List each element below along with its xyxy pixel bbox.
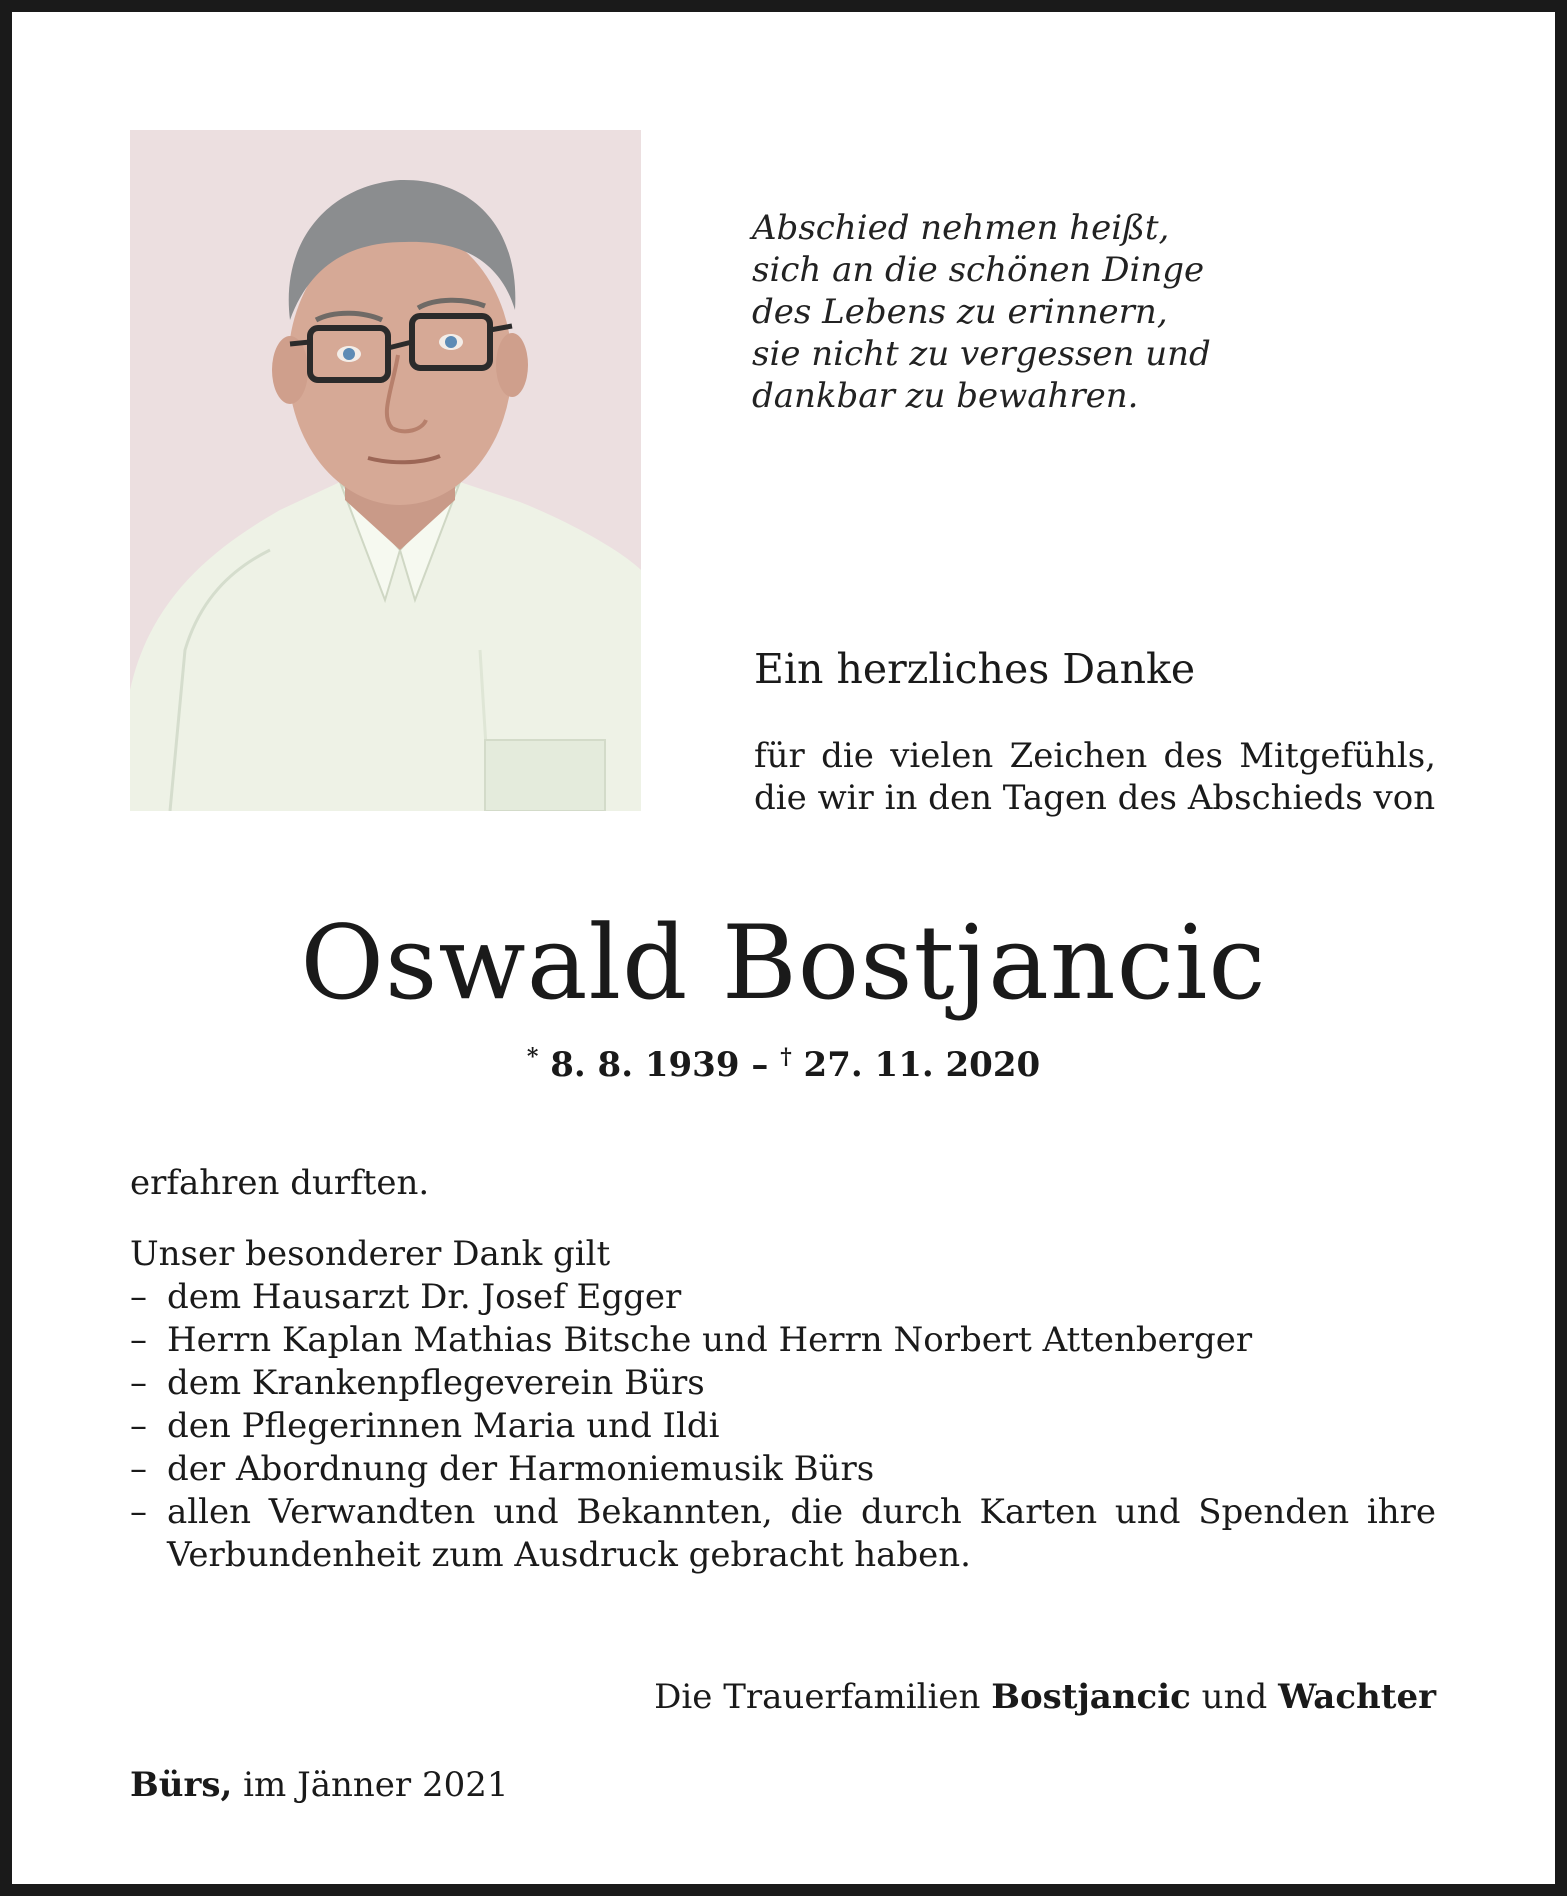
list-item — [130, 1362, 1436, 1405]
list-item — [130, 1448, 1436, 1491]
list-item-text: dem Krankenpflegeverein Bürs — [167, 1363, 705, 1403]
list-item — [130, 1276, 1436, 1319]
family-name-1: Bostjancic — [991, 1677, 1191, 1717]
quote-line: sie nicht zu vergessen und — [752, 334, 1211, 374]
dash-bullet: – — [130, 1406, 147, 1446]
family-name-2: Wachter — [1278, 1677, 1436, 1717]
family-signoff — [130, 1675, 1436, 1719]
quote-line: sich an die schönen Dinge — [752, 250, 1205, 290]
deceased-name: Oswald Bostjancic — [300, 904, 1267, 1023]
place: Bürs, — [130, 1765, 233, 1805]
list-item-text: der Abordnung der Harmoniemusik Bürs — [167, 1449, 875, 1489]
quote-line: dankbar zu bewahren. — [752, 376, 1139, 416]
continuation-text: erfahren durften. — [130, 1163, 430, 1203]
farewell-quote — [752, 207, 1452, 417]
thanks-line: für die vielen Zeichen des Mitgefühls, — [754, 736, 1436, 776]
list-item-text: den Pflegerinnen Maria und Ildi — [167, 1406, 720, 1446]
signoff-prefix: Die Trauerfamilien — [654, 1677, 992, 1717]
birth-date: 8. 8. 1939 — [550, 1045, 740, 1085]
thanks-line: die wir in den Tagen des Abschieds von — [754, 778, 1436, 818]
body-text — [130, 1162, 1436, 1577]
dash-bullet: – — [130, 1363, 147, 1403]
list-item-text: dem Hausarzt Dr. Josef Egger — [167, 1277, 682, 1317]
date-separator: – — [739, 1045, 781, 1085]
dash-bullet: – — [130, 1449, 147, 1489]
life-dates — [0, 1035, 1567, 1087]
dash-bullet: – — [130, 1320, 147, 1360]
thanks-heading: Ein herzliches Danke — [754, 645, 1196, 693]
dash-bullet: – — [130, 1277, 147, 1317]
death-symbol: † — [780, 1044, 792, 1070]
place-and-date — [130, 1763, 509, 1807]
quote-line: des Lebens zu erinnern, — [752, 292, 1168, 332]
birth-symbol: * — [526, 1044, 539, 1070]
list-intro: Unser besonderer Dank gilt — [130, 1234, 611, 1274]
list-item-text: allen Verwandten und Bekannten, die durch Karten und Spenden ihre Verbundenheit zum Ausdruck gebracht haben. — [167, 1492, 1436, 1575]
list-item — [130, 1405, 1436, 1448]
thanks-text — [754, 735, 1436, 819]
signoff-conjunction: und — [1190, 1677, 1279, 1717]
list-item-text: Herrn Kaplan Mathias Bitsche und Herrn Norbert Attenberger — [167, 1320, 1253, 1360]
quote-line: Abschied nehmen heißt, — [752, 208, 1170, 248]
dash-bullet: – — [130, 1492, 147, 1532]
list-item — [130, 1319, 1436, 1362]
thanks-list — [130, 1276, 1436, 1577]
list-item — [130, 1491, 1436, 1577]
death-date: 27. 11. 2020 — [803, 1045, 1041, 1085]
portrait-photo — [130, 130, 641, 811]
date: im Jänner 2021 — [232, 1765, 509, 1805]
